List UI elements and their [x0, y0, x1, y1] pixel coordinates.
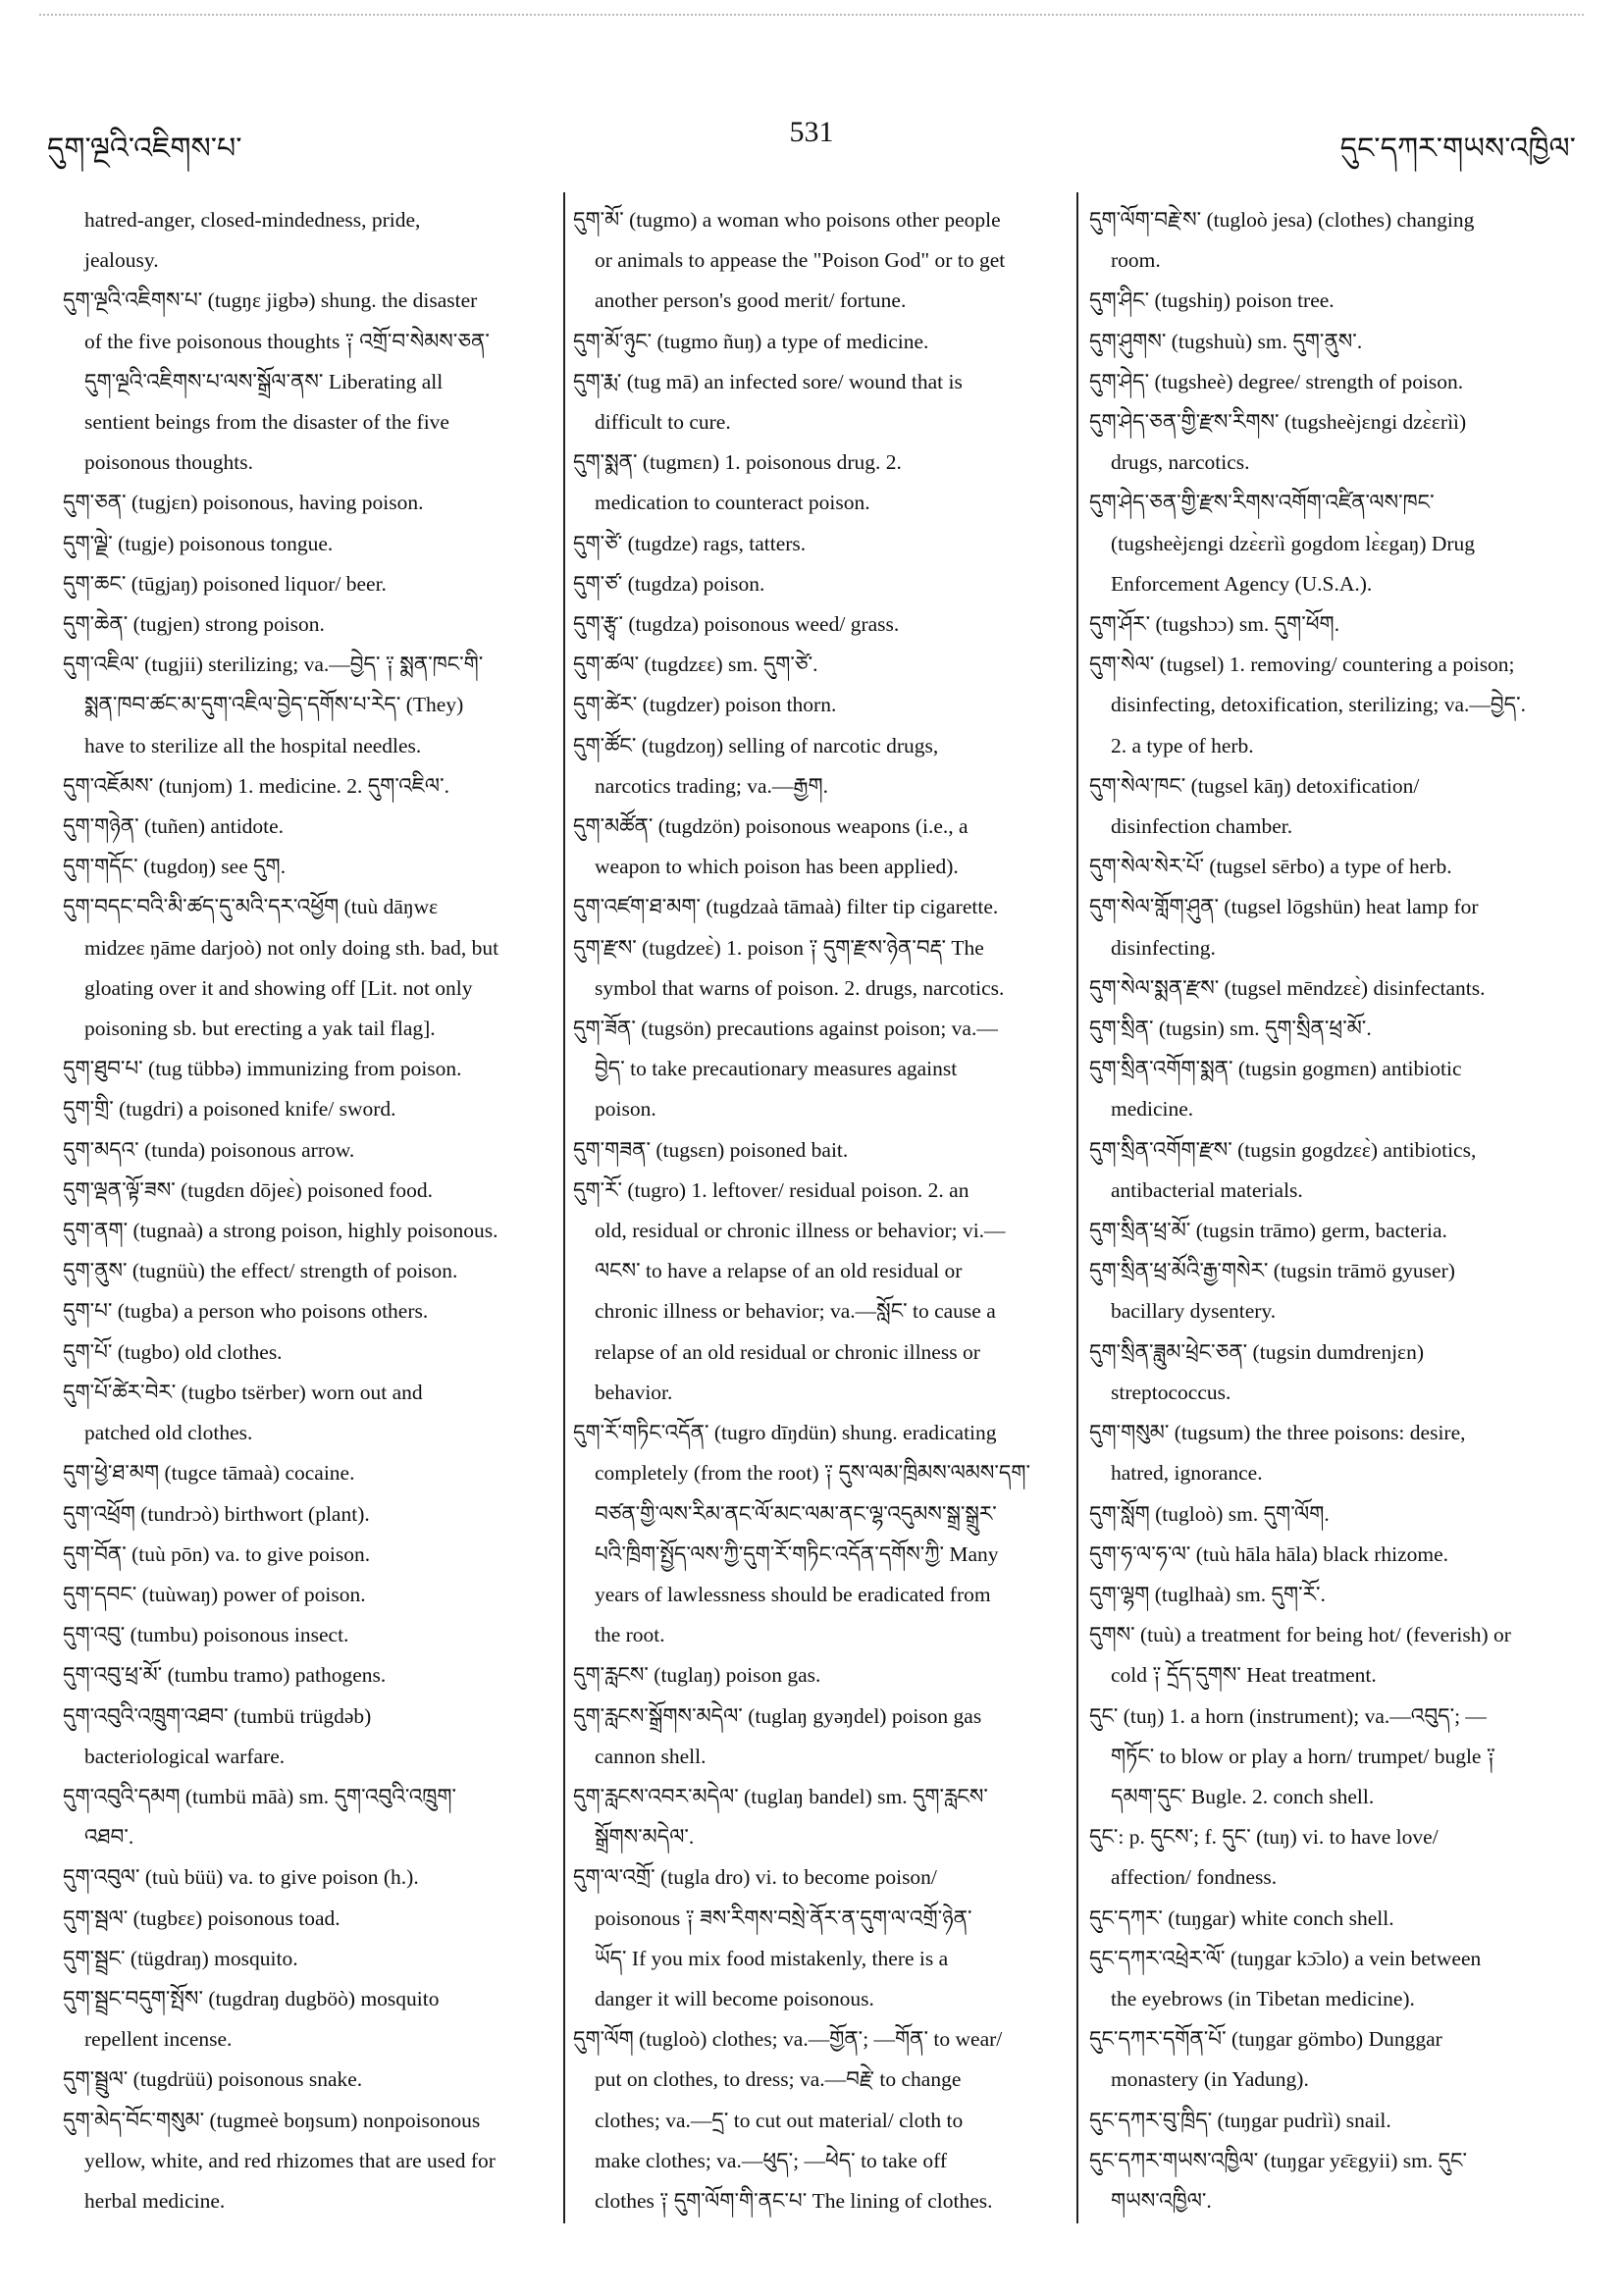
entry-continuation-line: བཙན་གྱི་ལས་རིམ་ནང་ལོ་མང་ལམ་ནང་ལྷ་འདུམས་སྒྲ་སྒྲུར་ [595, 1501, 997, 1526]
entry-headword-line: དུག་འབུའི་དམག (tumbü māà) sm. དུག་འབུའི་འཁྲུག་ [63, 1784, 457, 1808]
entry-headword-line: དུག་སེལ་གློག་ཤུན་ (tugsel lōgshün) heat lamp for [1089, 895, 1479, 919]
entry-headword-line: དུག་སྦྲང་ (tügdraŋ) mosquito. [63, 1946, 298, 1970]
entry-headword-line: དུང་དཀར་གཡས་འཁྱིལ་ (tuŋgar yɛ̄ɛgyii) sm. དུང་ [1089, 2148, 1467, 2172]
entry-headword-line: དུག་འབུ་ཕྲ་མོ་ (tumbu tramo) pathogens. [63, 1663, 387, 1688]
entry-continuation-line: completely (from the root) ༑ དུས་ལམ་ཁྲིམས་ལམས་དག་ [595, 1461, 1031, 1486]
entry-headword-line: དུག་ཚོང་ (tugdzoŋ) selling of narcotic drugs, [573, 733, 939, 757]
entry-continuation-line: cannon shell. [595, 1744, 707, 1768]
entry-headword-line: དུག་སྲིན་ཕྲ་མོ་ (tugsin trāmo) germ, bacteria. [1089, 1219, 1447, 1243]
entry-headword-line: དུག་ལྗེ་ (tugje) poisonous tongue. [63, 531, 334, 555]
entry-continuation-line: midzeɛ ŋāme darjoò) not only doing sth. bad, but [84, 935, 499, 960]
entry-headword-line: དུག་སྲིན་ཟླུམ་ཕྲེང་ཅན་ (tugsin dumdrenjɛn) [1089, 1339, 1424, 1364]
entry-continuation-line: jealousy. [84, 248, 159, 273]
entry-headword-line: དུག་ཐུབ་པ་ (tug tübbə) immunizing from poison. [63, 1057, 462, 1081]
entry-headword-line: དུག་སྲིན་འགོག་སྨན་ (tugsin gogmɛn) antibiotic [1089, 1057, 1462, 1081]
entry-headword-line: དུག་གྲི་ (tugdri) a poisoned knife/ sword. [63, 1097, 396, 1122]
entry-headword-line: དུག་ལོག་བརྗེ་ས་ (tugloò jesa) (clothes) changing [1089, 208, 1475, 232]
entry-headword-line: དུག་མེད་བོང་གསུམ་ (tugmeè boŋsum) nonpoisonous [63, 2108, 481, 2132]
entry-headword-line: དུག་སེལ་ཁང་ (tugsel kāŋ) detoxification/ [1089, 773, 1420, 798]
entry-headword-line: དུག་འཛག་ཐ་མག་ (tugdzaà tāmaà) filter tip cigarette. [573, 895, 999, 919]
entry-continuation-line: drugs, narcotics. [1111, 450, 1250, 475]
entry-continuation-line: དུག་ལྔའི་འཇིགས་པ་ལས་སྒྲོལ་ནས་ Liberating all [84, 369, 444, 393]
entry-headword-line: དུག་ཧ་ལ་ཧ་ལ་ (tuù hāla hāla) black rhizome. [1089, 1541, 1449, 1566]
entry-headword-line: དུང་དཀར་འཕྲེར་ལོ་ (tuŋgar kɔ̄ɔlo) a vein between [1089, 1946, 1482, 1970]
entry-continuation-line: bacillary dysentery. [1111, 1299, 1277, 1324]
entry-headword-line: དུག་ཆེན་ (tugjen) strong poison. [63, 612, 325, 637]
entry-headword-line: དུག་རོ་གཏིང་འདོན་ (tugro dīŋdün) shung. eradicating [573, 1421, 997, 1445]
entry-headword-line: དུག་སེལ་སེར་པོ་ (tugsel sērbo) a type of herb. [1089, 855, 1452, 879]
entry-headword-line: དུག་ལ་འགྲོ་ (tugla dro) vi. to become poison/ [573, 1865, 937, 1890]
entry-headword-line: དུག་འབུ་ (tumbu) poisonous insect. [63, 1623, 349, 1647]
page-number: 531 [789, 116, 834, 148]
entry-continuation-line: relapse of an old residual or chronic illness or [595, 1339, 980, 1364]
entry-headword-line: དུག་མོ་ (tugmo) a woman who poisons other people [573, 208, 1001, 232]
entry-headword-line: དུག་ལྔའི་འཇིགས་པ་ (tugŋɛ jigbə) shung. the disaster [63, 288, 478, 313]
dictionary-column-3 [1089, 200, 1590, 2221]
entry-continuation-line: འཐབ་. [84, 1825, 134, 1850]
entry-headword-line: དུང་ (tuŋ) 1. a horn (instrument); va.—འབུད་; — [1089, 1703, 1487, 1728]
entry-headword-line: དུག་སློག (tugloò) sm. དུག་ལོག. [1089, 1501, 1330, 1526]
entry-continuation-line: chronic illness or behavior; va.—སློང་ to cause a [595, 1299, 996, 1324]
entry-headword-line: དུག་ཤོར་ (tugshɔɔ) sm. དུག་ཕོག. [1089, 612, 1340, 637]
entry-continuation-line: difficult to cure. [595, 410, 731, 435]
entry-headword-line: དུག་སྲིན་ (tugsin) sm. དུག་སྲིན་ཕྲ་མོ་. [1089, 1017, 1372, 1041]
entry-continuation-line: Enforcement Agency (U.S.A.). [1111, 571, 1373, 596]
entry-headword-line: དུག་སྦྲུལ་ (tugdrüü) poisonous snake. [63, 2067, 363, 2092]
entry-headword-line: དུག་ཟོན་ (tugsön) precautions against poison; va.— [573, 1017, 998, 1041]
entry-headword-line: དུག་གདོང་ (tugdoŋ) see དུག. [63, 855, 287, 879]
entry-headword-line: དུག་སྦལ་ (tugbɛɛ) poisonous toad. [63, 1905, 340, 1930]
entry-headword-line: དུག་གཟན་ (tugsɛn) poisoned bait. [573, 1137, 849, 1162]
entry-headword-line: དུང་དཀར་བུ་ཁྲིད་ (tuŋgar pudrìì) snail. [1089, 2108, 1391, 2132]
entry-headword-line: དུང་: p. དུངས་; f. དུང་ (tuŋ) vi. to have love/ [1089, 1825, 1439, 1850]
entry-headword-line: དུག་ཤུགས་ (tugshuù) sm. དུག་ནུས་. [1089, 329, 1363, 353]
dictionary-column-2 [573, 200, 1073, 2221]
entry-headword-line: དུག་མོ་ཉུང་ (tugmo ñuŋ) a type of medicine. [573, 329, 929, 353]
entry-headword-line: དུག་ལྡན་ལྟོ་ཟས་ (tugdɛn dōjeɛ̀) poisoned food. [63, 1177, 434, 1202]
entry-continuation-line: clothes; va.—དྲ་ to cut out material/ cloth to [595, 2108, 964, 2132]
entry-headword-line: དུག་འཇིལ་ (tugjii) sterilizing; va.—བྱེད་ ༑ སྨན་ཁང་གི་ [63, 652, 484, 677]
entry-continuation-line: ལངས་ to have a relapse of an old residual or [595, 1259, 963, 1283]
entry-continuation-line: behavior. [595, 1380, 673, 1404]
entry-headword-line: དུག་པ་ (tugba) a person who poisons others. [63, 1299, 429, 1324]
entry-headword-line: དུག་སེལ་ (tugsel) 1. removing/ countering a poison; [1089, 652, 1515, 677]
entry-continuation-line: སྨན་ཁབ་ཚང་མ་དུག་འཇིལ་བྱེད་དགོས་པ་རེད་ (They) [84, 693, 464, 717]
entry-headword-line: དུག་སྨན་ (tugmɛn) 1. poisonous drug. 2. [573, 450, 902, 475]
entry-continuation-line: affection/ fondness. [1111, 1865, 1278, 1890]
entry-headword-line: དུག་ཤེད་ཅན་གྱི་རྫས་རིགས་འགོག་འཛིན་ལས་ཁང་ [1089, 491, 1435, 515]
entry-continuation-line: poisonous thoughts. [84, 450, 254, 475]
entry-continuation-line: danger it will become poisonous. [595, 1986, 874, 2010]
entry-continuation-line: gloating over it and showing off [Lit. not only [84, 975, 473, 1000]
entry-headword-line: དུག་པོ་ཚེར་བེར་ (tugbo tsërber) worn out and [63, 1380, 423, 1404]
entry-headword-line: དུག་ཚེར་ (tugdzer) poison thorn. [573, 693, 837, 717]
entry-continuation-line: have to sterilize all the hospital needles. [84, 733, 422, 757]
entry-continuation-line: hatred-anger, closed-mindedness, pride, [84, 208, 421, 232]
entry-headword-line: དུང་དཀར་ (tuŋgar) white conch shell. [1089, 1905, 1394, 1930]
entry-headword-line: དུག་རླངས་ (tuglaŋ) poison gas. [573, 1663, 821, 1688]
entry-headword-line: དུག་རོ་ (tugro) 1. leftover/ residual poison. 2. an [573, 1177, 969, 1202]
running-header-right: དུང་དཀར་གཡས་འཁྱིལ་ [1339, 132, 1576, 165]
entry-headword-line: དུག་མཚོན་ (tugdzön) poisonous weapons (i.e., a [573, 814, 969, 839]
entry-continuation-line: herbal medicine. [84, 2188, 226, 2213]
entry-continuation-line: བྱེད་ to take precautionary measures against [595, 1057, 958, 1081]
entry-continuation-line: medicine. [1111, 1097, 1194, 1122]
entry-continuation-line: poison. [595, 1097, 656, 1122]
entry-headword-line: དུག་རླངས་འབར་མདེལ་ (tuglaŋ bandel) sm. དུག་རླངས་ [573, 1784, 988, 1808]
entry-continuation-line: གཏོང་ to blow or play a horn/ trumpet/ bugle ༑ [1111, 1744, 1495, 1768]
entry-headword-line: དུག་དབང་ (tuùwaŋ) power of poison. [63, 1582, 366, 1606]
entry-continuation-line: (tugsheèjɛngi dzɛ̀ɛrìì gogdom lɛ̀ɛgaŋ) Drug [1111, 531, 1476, 555]
entry-headword-line: དུག་ཙེ་ (tugdze) rags, tatters. [573, 531, 807, 555]
entry-headword-line: དུག་འབུལ་ (tuù büü) va. to give poison (h.). [63, 1865, 419, 1890]
entry-headword-line: དུགས་ (tuù) a treatment for being hot/ (feverish) or [1089, 1623, 1511, 1647]
entry-continuation-line: པའི་ཁྲིག་སྤྱོད་ལས་ཀྱི་དུག་རོ་གཏིང་འདོན་དགོས་ཀྱི་ Many [595, 1541, 999, 1566]
entry-continuation-line: poisonous ༑ ཟས་རིགས་བསྲེ་ནོར་ན་དུག་ལ་འགྲོ་ཉེན་ [595, 1905, 972, 1930]
entry-continuation-line: repellent incense. [84, 2027, 233, 2052]
column-divider [563, 192, 565, 2223]
entry-headword-line: དུག་བདང་བའི་མི་ཚད་དུ་མའི་དར་འཕྱོག (tuù dāŋwɛ [63, 895, 439, 919]
entry-headword-line: དུག་རླངས་སྒྲོགས་མདེལ་ (tuglaŋ gyəŋdel) poison gas [573, 1703, 982, 1728]
entry-headword-line: དུག་སྦྲང་བདུག་སྤོས་ (tugdraŋ dugböò) mosquito [63, 1986, 440, 2010]
entry-continuation-line: སྒྲོགས་མདེལ་. [595, 1825, 695, 1850]
entry-continuation-line: streptococcus. [1111, 1380, 1231, 1404]
entry-continuation-line: make clothes; va.—ཕུད་; —ཕེད་ to take off [595, 2148, 948, 2172]
entry-headword-line: དུག་ཕྱེ་ཐ་མག (tugce tāmaà) cocaine. [63, 1461, 355, 1486]
entry-headword-line: དུག་ཤེད་ཅན་གྱི་རྫས་རིགས་ (tugsheèjɛngi dzɛ̀ɛrìì) [1089, 410, 1467, 435]
entry-continuation-line: དམག་དུང་ Bugle. 2. conch shell. [1111, 1784, 1375, 1808]
entry-continuation-line: yellow, white, and red rhizomes that are used for [84, 2148, 496, 2172]
entry-continuation-line: weapon to which poison has been applied). [595, 855, 959, 879]
entry-headword-line: དུག་འཇོམས་ (tunjom) 1. medicine. 2. དུག་འཇིལ་. [63, 773, 449, 798]
entry-continuation-line: antibacterial materials. [1111, 1177, 1303, 1202]
entry-headword-line: དུག་གསུམ་ (tugsum) the three poisons: desire, [1089, 1421, 1466, 1445]
entry-continuation-line: narcotics trading; va.—རྒྱག. [595, 773, 829, 798]
entry-continuation-line: གཡས་འཁྱིལ་. [1111, 2188, 1212, 2213]
entry-headword-line: དུག་ནག་ (tugnaà) a strong poison, highly poisonous. [63, 1219, 498, 1243]
column-divider [1076, 192, 1078, 2223]
entry-continuation-line: poisoning sb. but erecting a yak tail flag]. [84, 1017, 436, 1041]
entry-headword-line: དུག་སྲིན་འགོག་རྫས་ (tugsin gogdzɛɛ̀) antibiotics, [1089, 1137, 1477, 1162]
entry-continuation-line: of the five poisonous thoughts ༑ འགྲོ་བ་སེམས་ཅན་ [84, 329, 490, 353]
entry-continuation-line: disinfecting, detoxification, sterilizing; va.—བྱེད་. [1111, 693, 1527, 717]
entry-continuation-line: disinfection chamber. [1111, 814, 1293, 839]
dictionary-column-1 [63, 200, 563, 2221]
entry-headword-line: དུག་ཤེད་ (tugsheè) degree/ strength of poison. [1089, 369, 1464, 393]
entry-headword-line: དུག་ལོག (tugloò) clothes; va.—གྱོན་; —གོན་ to wear/ [573, 2027, 1003, 2052]
entry-continuation-line: symbol that warns of poison. 2. drugs, narcotics. [595, 975, 1005, 1000]
entry-headword-line: དུག་ནུས་ (tugnüù) the effect/ strength of poison. [63, 1259, 458, 1283]
entry-headword-line: དུག་པོ་ (tugbo) old clothes. [63, 1339, 283, 1364]
entry-continuation-line: cold ༑ དྲོད་དུགས་ Heat treatment. [1111, 1663, 1377, 1688]
entry-continuation-line: room. [1111, 248, 1161, 273]
entry-headword-line: དུག་ཅན་ (tugjɛn) poisonous, having poison. [63, 491, 424, 515]
entry-headword-line: དུག་རྩྭ་ (tugdza) poisonous weed/ grass. [573, 612, 900, 637]
entry-continuation-line: hatred, ignorance. [1111, 1461, 1263, 1486]
running-header-left: དུག་ལྔའི་འཇིགས་པ་ [47, 132, 242, 165]
entry-headword-line: དུག་སེལ་སྨན་རྫས་ (tugsel mēndzɛɛ̀) disinfectants. [1089, 975, 1486, 1000]
entry-headword-line: དུག་ཆང་ (tūgjaŋ) poisoned liquor/ beer. [63, 571, 387, 596]
entry-headword-line: དུག་འཕྲོག (tundrɔò) birthwort (plant). [63, 1501, 370, 1526]
entry-headword-line: དུག་མདའ་ (tunda) poisonous arrow. [63, 1137, 355, 1162]
entry-continuation-line: or animals to appease the "Poison God" or to get [595, 248, 1006, 273]
entry-continuation-line: disinfecting. [1111, 935, 1216, 960]
entry-headword-line: དུག་ལྷག (tuglhaà) sm. དུག་རོ་. [1089, 1582, 1326, 1606]
entry-continuation-line: bacteriological warfare. [84, 1744, 286, 1768]
entry-continuation-line: ཡོད་ If you mix food mistakenly, there is a [595, 1946, 949, 1970]
entry-continuation-line: sentient beings from the disaster of the five [84, 410, 449, 435]
entry-headword-line: དུང་དཀར་དགོན་པོ་ (tuŋgar gömbo) Dunggar [1089, 2027, 1442, 2052]
entry-continuation-line: monastery (in Yadung). [1111, 2067, 1309, 2092]
entry-headword-line: དུག་འབུའི་འཁྲུག་འཐབ་ (tumbü trügdəb) [63, 1703, 372, 1728]
top-dotted-rule [39, 14, 1584, 16]
entry-headword-line: དུག་བོན་ (tuù pōn) va. to give poison. [63, 1541, 371, 1566]
entry-continuation-line: clothes ༑ དུག་ལོག་གི་ནང་པ་ The lining of clothes. [595, 2188, 993, 2213]
entry-continuation-line: the root. [595, 1623, 665, 1647]
entry-headword-line: དུག་རྨ་ (tug mā) an infected sore/ wound that is [573, 369, 963, 393]
entry-continuation-line: old, residual or chronic illness or behavior; vi.— [595, 1219, 1006, 1243]
entry-continuation-line: 2. a type of herb. [1111, 733, 1254, 757]
entry-headword-line: དུག་ཤིང་ (tugshiŋ) poison tree. [1089, 288, 1335, 313]
entry-headword-line: དུག་རྫས་ (tugdzeɛ̀) 1. poison ༑ དུག་རྫས་ཉེན་བརྡ་ The [573, 935, 984, 960]
entry-continuation-line: the eyebrows (in Tibetan medicine). [1111, 1986, 1415, 2010]
entry-headword-line: དུག་གཉེན་ (tuñen) antidote. [63, 814, 285, 839]
entry-headword-line: དུག་ཚལ་ (tugdzɛɛ) sm. དུག་ཙེ་. [573, 652, 818, 677]
entry-continuation-line: medication to counteract poison. [595, 491, 870, 515]
entry-continuation-line: another person's good merit/ fortune. [595, 288, 907, 313]
entry-continuation-line: put on clothes, to dress; va.—བརྗེ་ to change [595, 2067, 962, 2092]
entry-headword-line: དུག་སྲིན་ཕྲ་མོའི་རྒྱ་གསེར་ (tugsin trāmö gyuser) [1089, 1259, 1455, 1283]
entry-headword-line: དུག་ཙ་ (tugdza) poison. [573, 571, 765, 596]
entry-continuation-line: years of lawlessness should be eradicated from [595, 1582, 991, 1606]
entry-continuation-line: patched old clothes. [84, 1421, 253, 1445]
